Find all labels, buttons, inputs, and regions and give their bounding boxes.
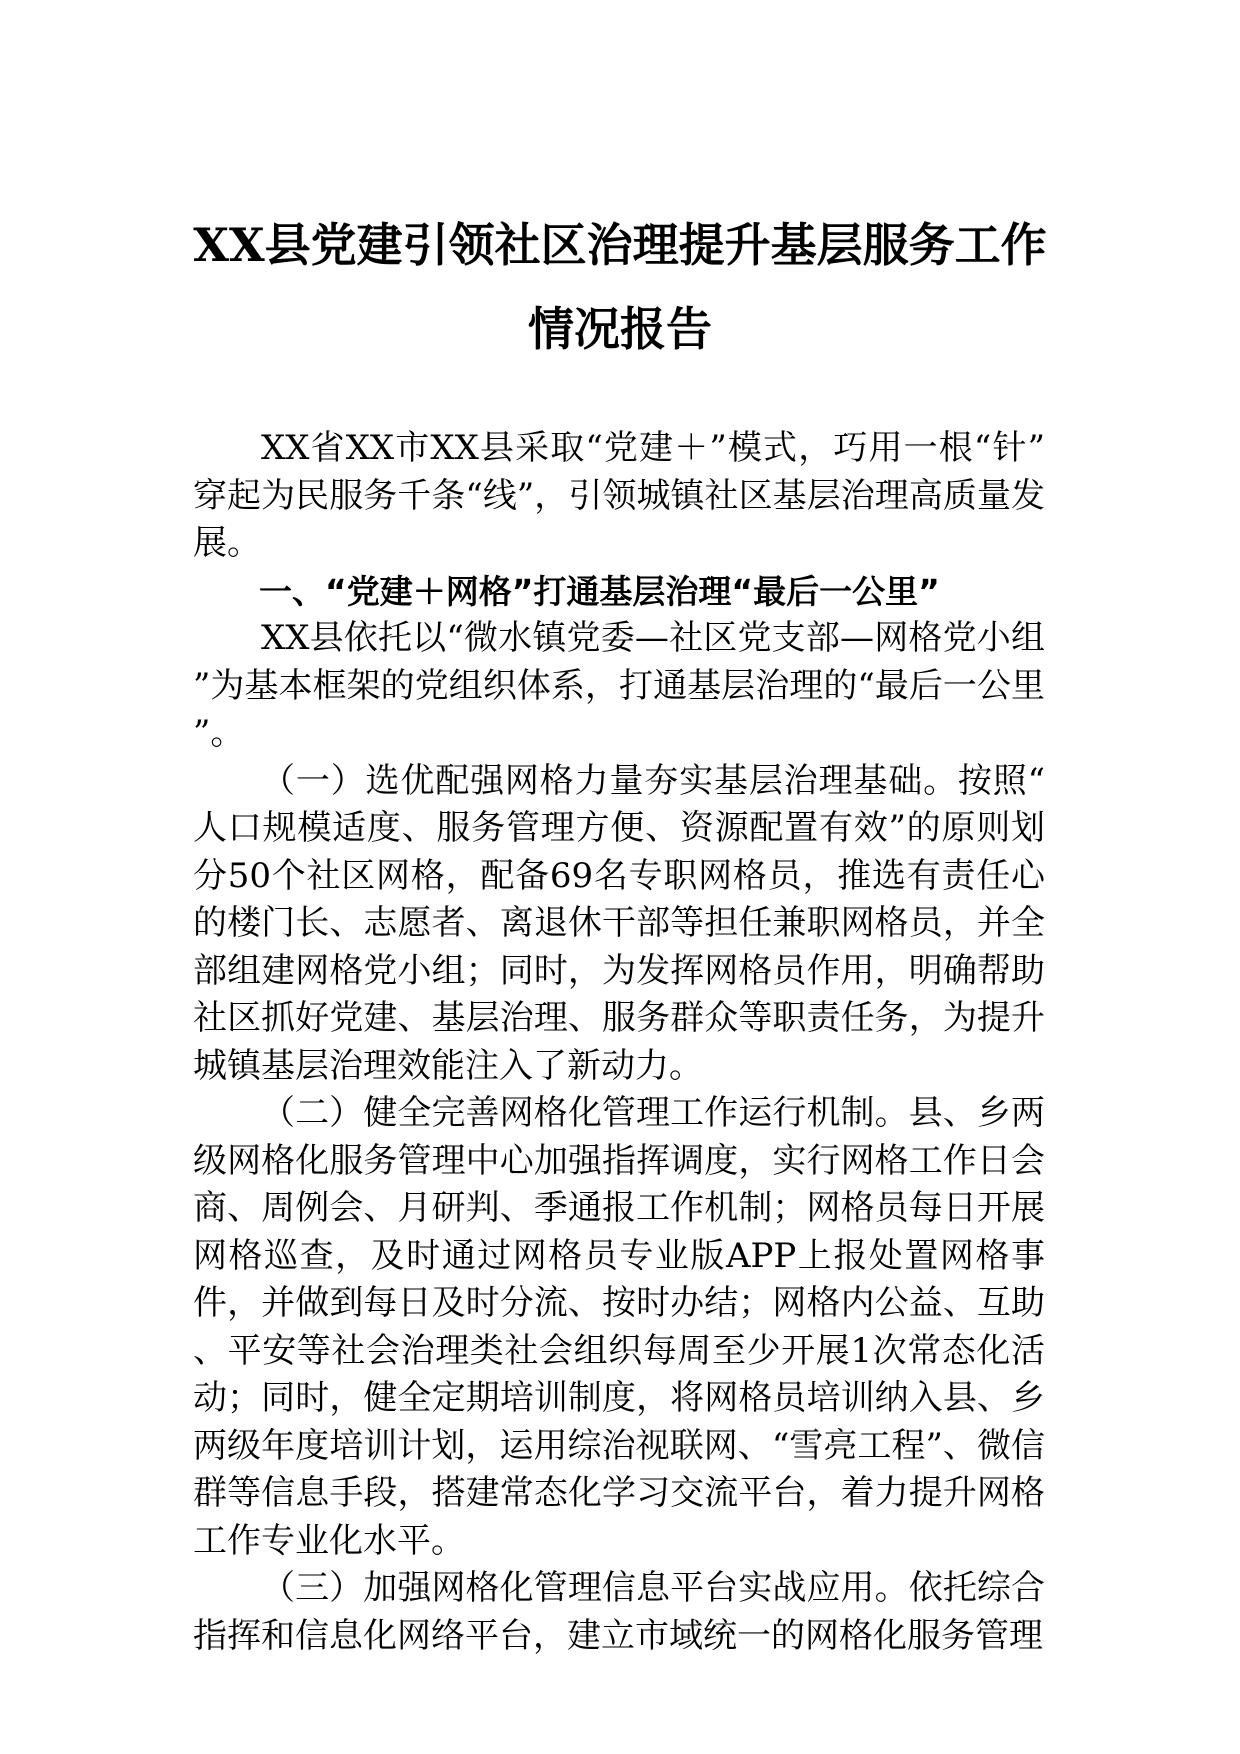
- section-1-item-1-paragraph: （一）选优配强网格力量夯实基层治理基础。按照“人口规模适度、服务管理方便、资源配置有效”的原则划分50个社区网格，配备69名专职网格员，推选有责任心的楼门长、志愿者、离退休干部等担任兼职网格员，并全部组建网格党小组；同时，为发挥网格员作用，明确帮助社区抓好党建、基层治理、服务群众等职责任务，为提升城镇基层治理效能注入了新动力。: [193, 760, 1045, 1086]
- document-title-line-2: 情况报告: [528, 302, 712, 356]
- section-1-item-2-paragraph: （二）健全完善网格化管理工作运行机制。县、乡两级网格化服务管理中心加强指挥调度，实行网格工作日会商、周例会、月研判、季通报工作机制；网格员每日开展网格巡查，及时通过网格员专业版APP上报处置网格事件，并做到每日及时分流、按时办结；网格内公益、互助、平安等社会治理类社会组织每周至少开展1次常态化活动；同时，健全定期培训制度，将网格员培训纳入县、乡两级年度培训计划，运用综治视联网、“雪亮工程”、微信群等信息手段，搭建常态化学习交流平台，着力提升网格工作专业化水平。: [193, 1093, 1045, 1561]
- section-1-heading: 一、“党建＋网格”打通基层治理“最后一公里”: [259, 571, 940, 611]
- intro-paragraph: XX省XX市XX县采取“党建＋”模式，巧用一根“针”穿起为民服务千条“线”，引领城镇社区基层治理高质量发展。: [193, 428, 1045, 563]
- document-title-line-1: XX县党建引领社区治理提升基层服务工作: [193, 218, 1047, 272]
- document-body: [193, 425, 1045, 1660]
- section-1-lead-paragraph: XX县依托以“微水镇党委—社区党支部—网格党小组”为基本框架的党组织体系，打通基层治理的“最后一公里”。: [193, 618, 1045, 753]
- section-1-item-3-paragraph: （三）加强网格化管理信息平台实战应用。依托综合指挥和信息化网络平台，建立市域统一的网格化服务管理: [193, 1568, 1045, 1656]
